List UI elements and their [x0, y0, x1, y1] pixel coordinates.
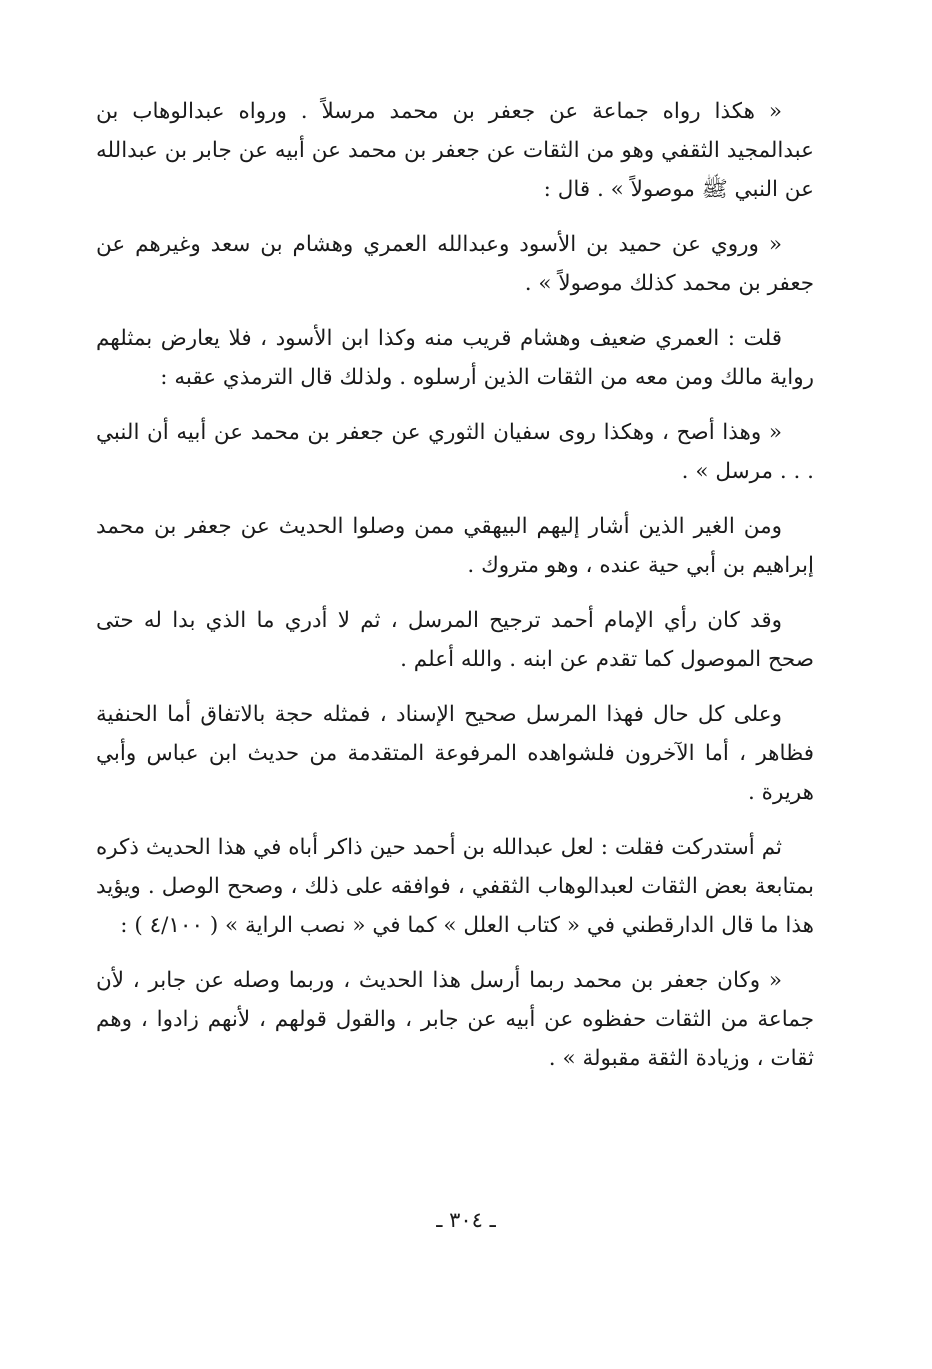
- page-number: ـ ٣٠٤ ـ: [436, 1208, 496, 1232]
- paragraph-7: وعلى كل حال فهذا المرسل صحيح الإسناد ، فمثله حجة بالاتفاق أما الحنفية فظاهر ، أما الآخرون فلشواهده المرفوعة المتقدمة من حديث ابن عباس وأبي هريرة .: [96, 702, 814, 805]
- paragraph-1: « هكذا رواه جماعة عن جعفر بن محمد مرسلاً . ورواه عبدالوهاب بن عبدالمجيد الثقفي وهو من الثقات عن جعفر بن محمد عن أبيه عن جابر بن عبدالله عن النبي ﷺ موصولاً » . قال :: [96, 99, 814, 202]
- paragraph-2: « وروي عن حميد بن الأسود وعبدالله العمري وهشام بن سعد وغيرهم عن جعفر بن محمد كذلك موصولاً » .: [96, 232, 814, 296]
- paragraph-5: ومن الغير الذين أشار إليهم البيهقي ممن وصلوا الحديث عن جعفر بن محمد إبراهيم بن أبي حية عنده ، وهو متروك .: [96, 514, 814, 578]
- page-body: [96, 92, 814, 1094]
- paragraph-8: ثم أستدركت فقلت : لعل عبدالله بن أحمد حين ذاكر أباه في هذا الحديث ذكره بمتابعة بعض الثقات لعبدالوهاب الثقفي ، فوافقه على ذلك ، وصحح الوصل . ويؤيد هذا ما قال الدارقطني في « كتاب العلل » كما في « نصب الراية » ( ٤/١٠٠ ) :: [96, 835, 814, 938]
- paragraph-3: قلت : العمري ضعيف وهشام قريب منه وكذا ابن الأسود ، فلا يعارض بمثلهم رواية مالك ومن معه من الثقات الذين أرسلوه . ولذلك قال الترمذي عقبه :: [96, 326, 814, 390]
- paragraph-6: وقد كان رأي الإمام أحمد ترجيح المرسل ، ثم لا أدري ما الذي بدا له حتى صحح الموصول كما تقدم عن ابنه . والله أعلم .: [96, 608, 814, 672]
- paragraph-9: « وكان جعفر بن محمد ربما أرسل هذا الحديث ، وربما وصله عن جابر ، لأن جماعة من الثقات حفظوه عن أبيه عن جابر ، والقول قولهم ، لأنهم زادوا ، وهم ثقات ، وزيادة الثقة مقبولة » .: [96, 968, 814, 1071]
- paragraph-4: « وهذا أصح ، وهكذا روى سفيان الثوري عن جعفر بن محمد عن أبيه أن النبي . . . مرسل » .: [96, 420, 814, 484]
